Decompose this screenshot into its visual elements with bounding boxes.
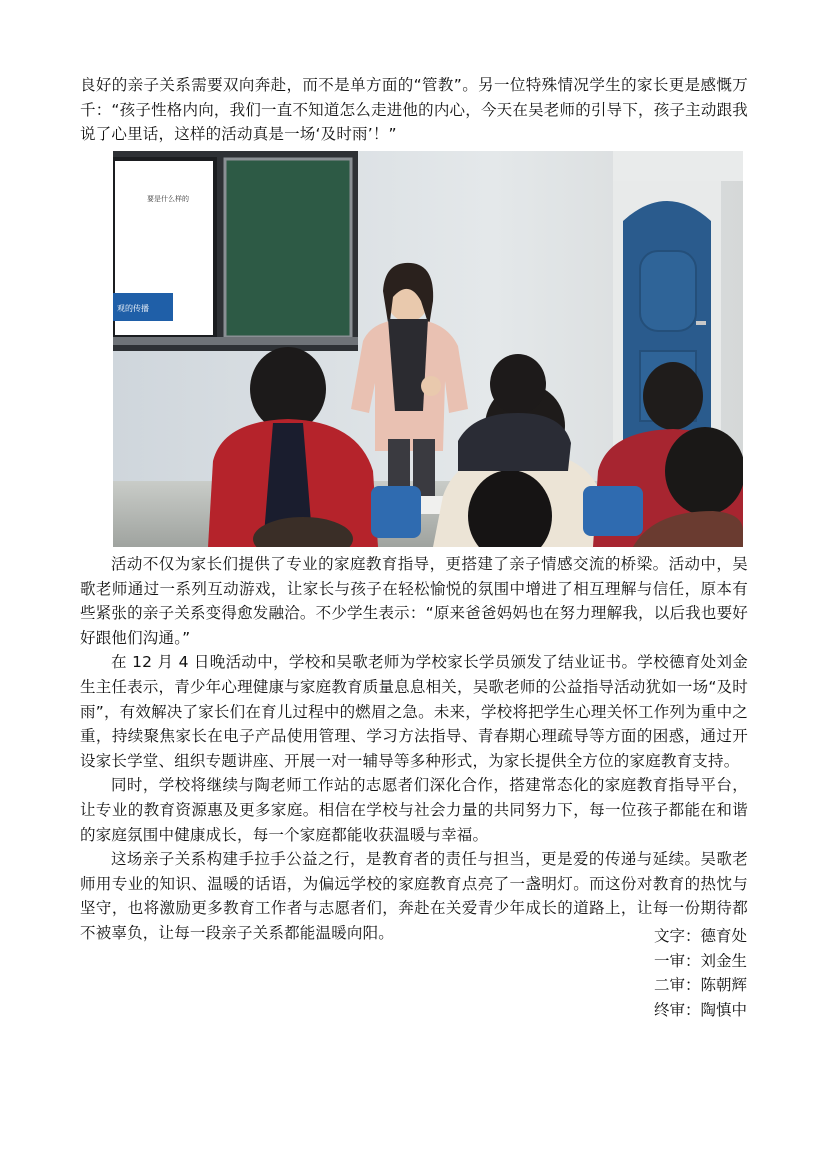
credit-review-2: 二审：陈朝辉 (653, 976, 747, 995)
credit-review-1: 一审：刘金生 (653, 951, 747, 970)
article-credits (654, 924, 747, 1022)
classroom-photo-illustration (113, 151, 743, 547)
article-body-top (80, 73, 748, 147)
paragraph-3: 同时，学校将继续与陶老师工作站的志愿者们深化合作，搭建常态化的家庭教育指导平台，让专业的教育资源惠及更多家庭。相信在学校与社会力量的共同努力下，每一位孩子都能在和谐的家庭氛围中健康成长，每一个家庭都能收获温暖与幸福。 (80, 776, 748, 844)
credit-text: 文字：德育处 (653, 927, 747, 945)
paragraph-2: 在 12 月 4 日晚活动中，学校和吴歌老师为学校家长学员颁发了结业证书。学校德育处刘金生主任表示，青少年心理健康与家庭教育质量息息相关，吴歌老师的公益指导活动犹如一场“及时雨”，有效解决了家长们在育儿过程中的燃眉之急。未来，学校将把学生心理关怀工作列为重中之重，持续聚焦家长在电子产品使用管理、学习方法指导、青春期心理疏导等方面的困惑，通过开设家长学堂、组织专题讲座、开展一对一辅导等多种形式，为家长提供全方位的家庭教育支持。 (80, 653, 748, 770)
activity-photo (113, 151, 743, 547)
paragraph-4: 这场亲子关系构建手拉手公益之行，是教育者的责任与担当，更是爱的传递与延续。吴歌老师用专业的知识、温暖的话语，为偏远学校的家庭教育点亮了一盏明灯。而这份对教育的热忱与坚守，也将激励更多教育工作者与志愿者们，奔赴在关爱青少年成长的道路上，让每一份期待都不被辜负，让每一段亲子关系都能温暖向阳。 (80, 850, 748, 942)
slide-text-2: 观的传播 (117, 304, 149, 313)
paragraph-1: 活动不仅为家长们提供了专业的家庭教育指导，更搭建了亲子情感交流的桥梁。活动中，吴歌老师通过一系列互动游戏，让家长与孩子在轻松愉悦的氛围中增进了相互理解与信任，原本有些紧张的亲子关系变得愈发融洽。不少学生表示：“原来爸爸妈妈也在努力理解我，以后我也要好好跟他们沟通。” (80, 555, 748, 647)
paragraph-intro: 良好的亲子关系需要双向奔赴，而不是单方面的“管教”。另一位特殊情况学生的家长更是感慨万千：“孩子性格内向，我们一直不知道怎么走进他的内心，今天在吴老师的引导下，孩子主动跟我说了心里话，这样的活动真是一场‘及时雨’！” (80, 76, 748, 144)
credit-review-final: 终审：陶慎中 (653, 1000, 747, 1019)
slide-text-1: 要是什么样的 (147, 195, 189, 203)
article-body-main (80, 552, 748, 946)
